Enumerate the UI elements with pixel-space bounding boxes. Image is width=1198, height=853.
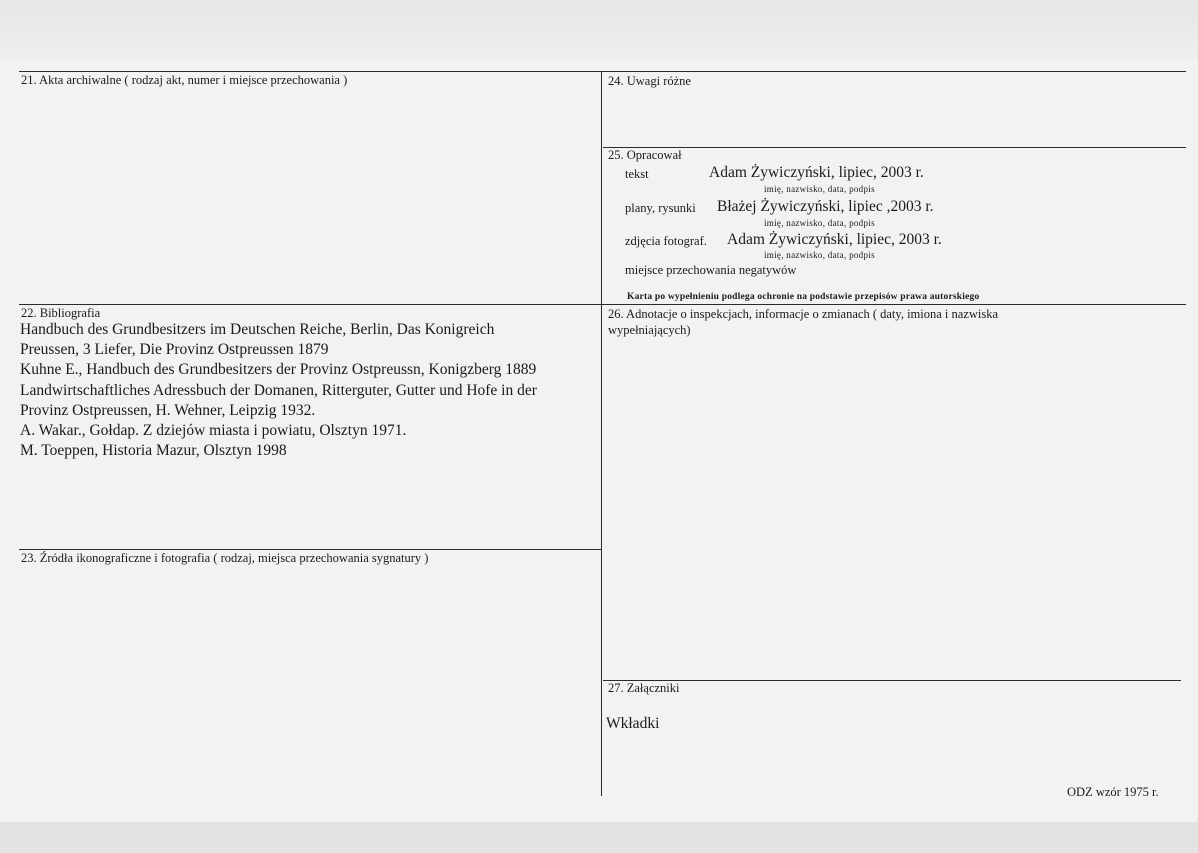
- rule-21-22: [19, 304, 1186, 305]
- tekst-value: Adam Żywiczyński, lipiec, 2003 r.: [709, 164, 924, 181]
- rule-22-23: [19, 549, 601, 550]
- section-25-label: 25. Opracował: [608, 148, 682, 162]
- zdjecia-value: Adam Żywiczyński, lipiec, 2003 r.: [727, 231, 942, 248]
- section-26-label-line1: 26. Adnotacje o inspekcjach, informacje o zmianach ( daty, imiona i nazwiska: [608, 307, 999, 321]
- negatywy-label: miejsce przechowania negatywów: [625, 263, 797, 277]
- bibliography-entry: Preussen, 3 Liefer, Die Provinz Ostpreussen 1879: [20, 341, 329, 359]
- bibliography-list: [20, 320, 600, 461]
- tekst-sub-caption: imię, nazwisko, data, podpis: [764, 184, 875, 194]
- top-rule: [19, 71, 1186, 72]
- scan-bottom-edge: [0, 822, 1198, 853]
- bibliography-entry: A. Wakar., Gołdap. Z dziejów miasta i powiatu, Olsztyn 1971.: [20, 422, 407, 440]
- bibliography-entry: Provinz Ostpreussen, H. Wehner, Leipzig 1932.: [20, 401, 316, 419]
- section-24-label: 24. Uwagi różne: [608, 74, 691, 88]
- plany-sub-caption: imię, nazwisko, data, podpis: [764, 218, 875, 228]
- copyright-notice: Karta po wypełnieniu podlega ochronie na podstawie przepisów prawa autorskiego: [627, 292, 980, 302]
- section-27-value: Wkładki: [606, 715, 660, 732]
- section-27-label: 27. Załączniki: [608, 681, 680, 695]
- bibliography-entry: Kuhne E., Handbuch des Grundbesitzers der Provinz Ostpreussn, Konigzberg 1889: [20, 361, 537, 379]
- bibliography-entry: Handbuch des Grundbesitzers im Deutschen Reiche, Berlin, Das Konigreich: [20, 321, 495, 338]
- scan-top-edge: [0, 0, 1198, 62]
- section-22-label: 22. Bibliografia: [21, 306, 101, 320]
- zdjecia-label: zdjęcia fotograf.: [625, 234, 707, 248]
- zdjecia-sub-caption: imię, nazwisko, data, podpis: [764, 250, 875, 260]
- section-26-label-line2: wypełniających): [608, 323, 691, 337]
- rule-26-27: [603, 680, 1181, 681]
- bibliography-entry: Landwirtschaftliches Adressbuch der Domanen, Ritterguter, Gutter und Hofe in der: [20, 381, 537, 399]
- plany-value: Błażej Żywiczyński, lipiec ,2003 r.: [717, 198, 934, 215]
- bibliography-entry: M. Toeppen, Historia Mazur, Olsztyn 1998: [20, 442, 287, 460]
- tekst-label: tekst: [625, 167, 649, 181]
- center-divider: [601, 71, 602, 796]
- section-23-label: 23. Źródła ikonograficzne i fotografia ( rodzaj, miejsca przechowania sygnatury ): [21, 551, 429, 565]
- section-21-label: 21. Akta archiwalne ( rodzaj akt, numer i miejsce przechowania ): [21, 73, 348, 87]
- form-id: ODZ wzór 1975 r.: [1067, 785, 1159, 799]
- rule-24-25: [603, 147, 1186, 148]
- plany-label: plany, rysunki: [625, 201, 696, 215]
